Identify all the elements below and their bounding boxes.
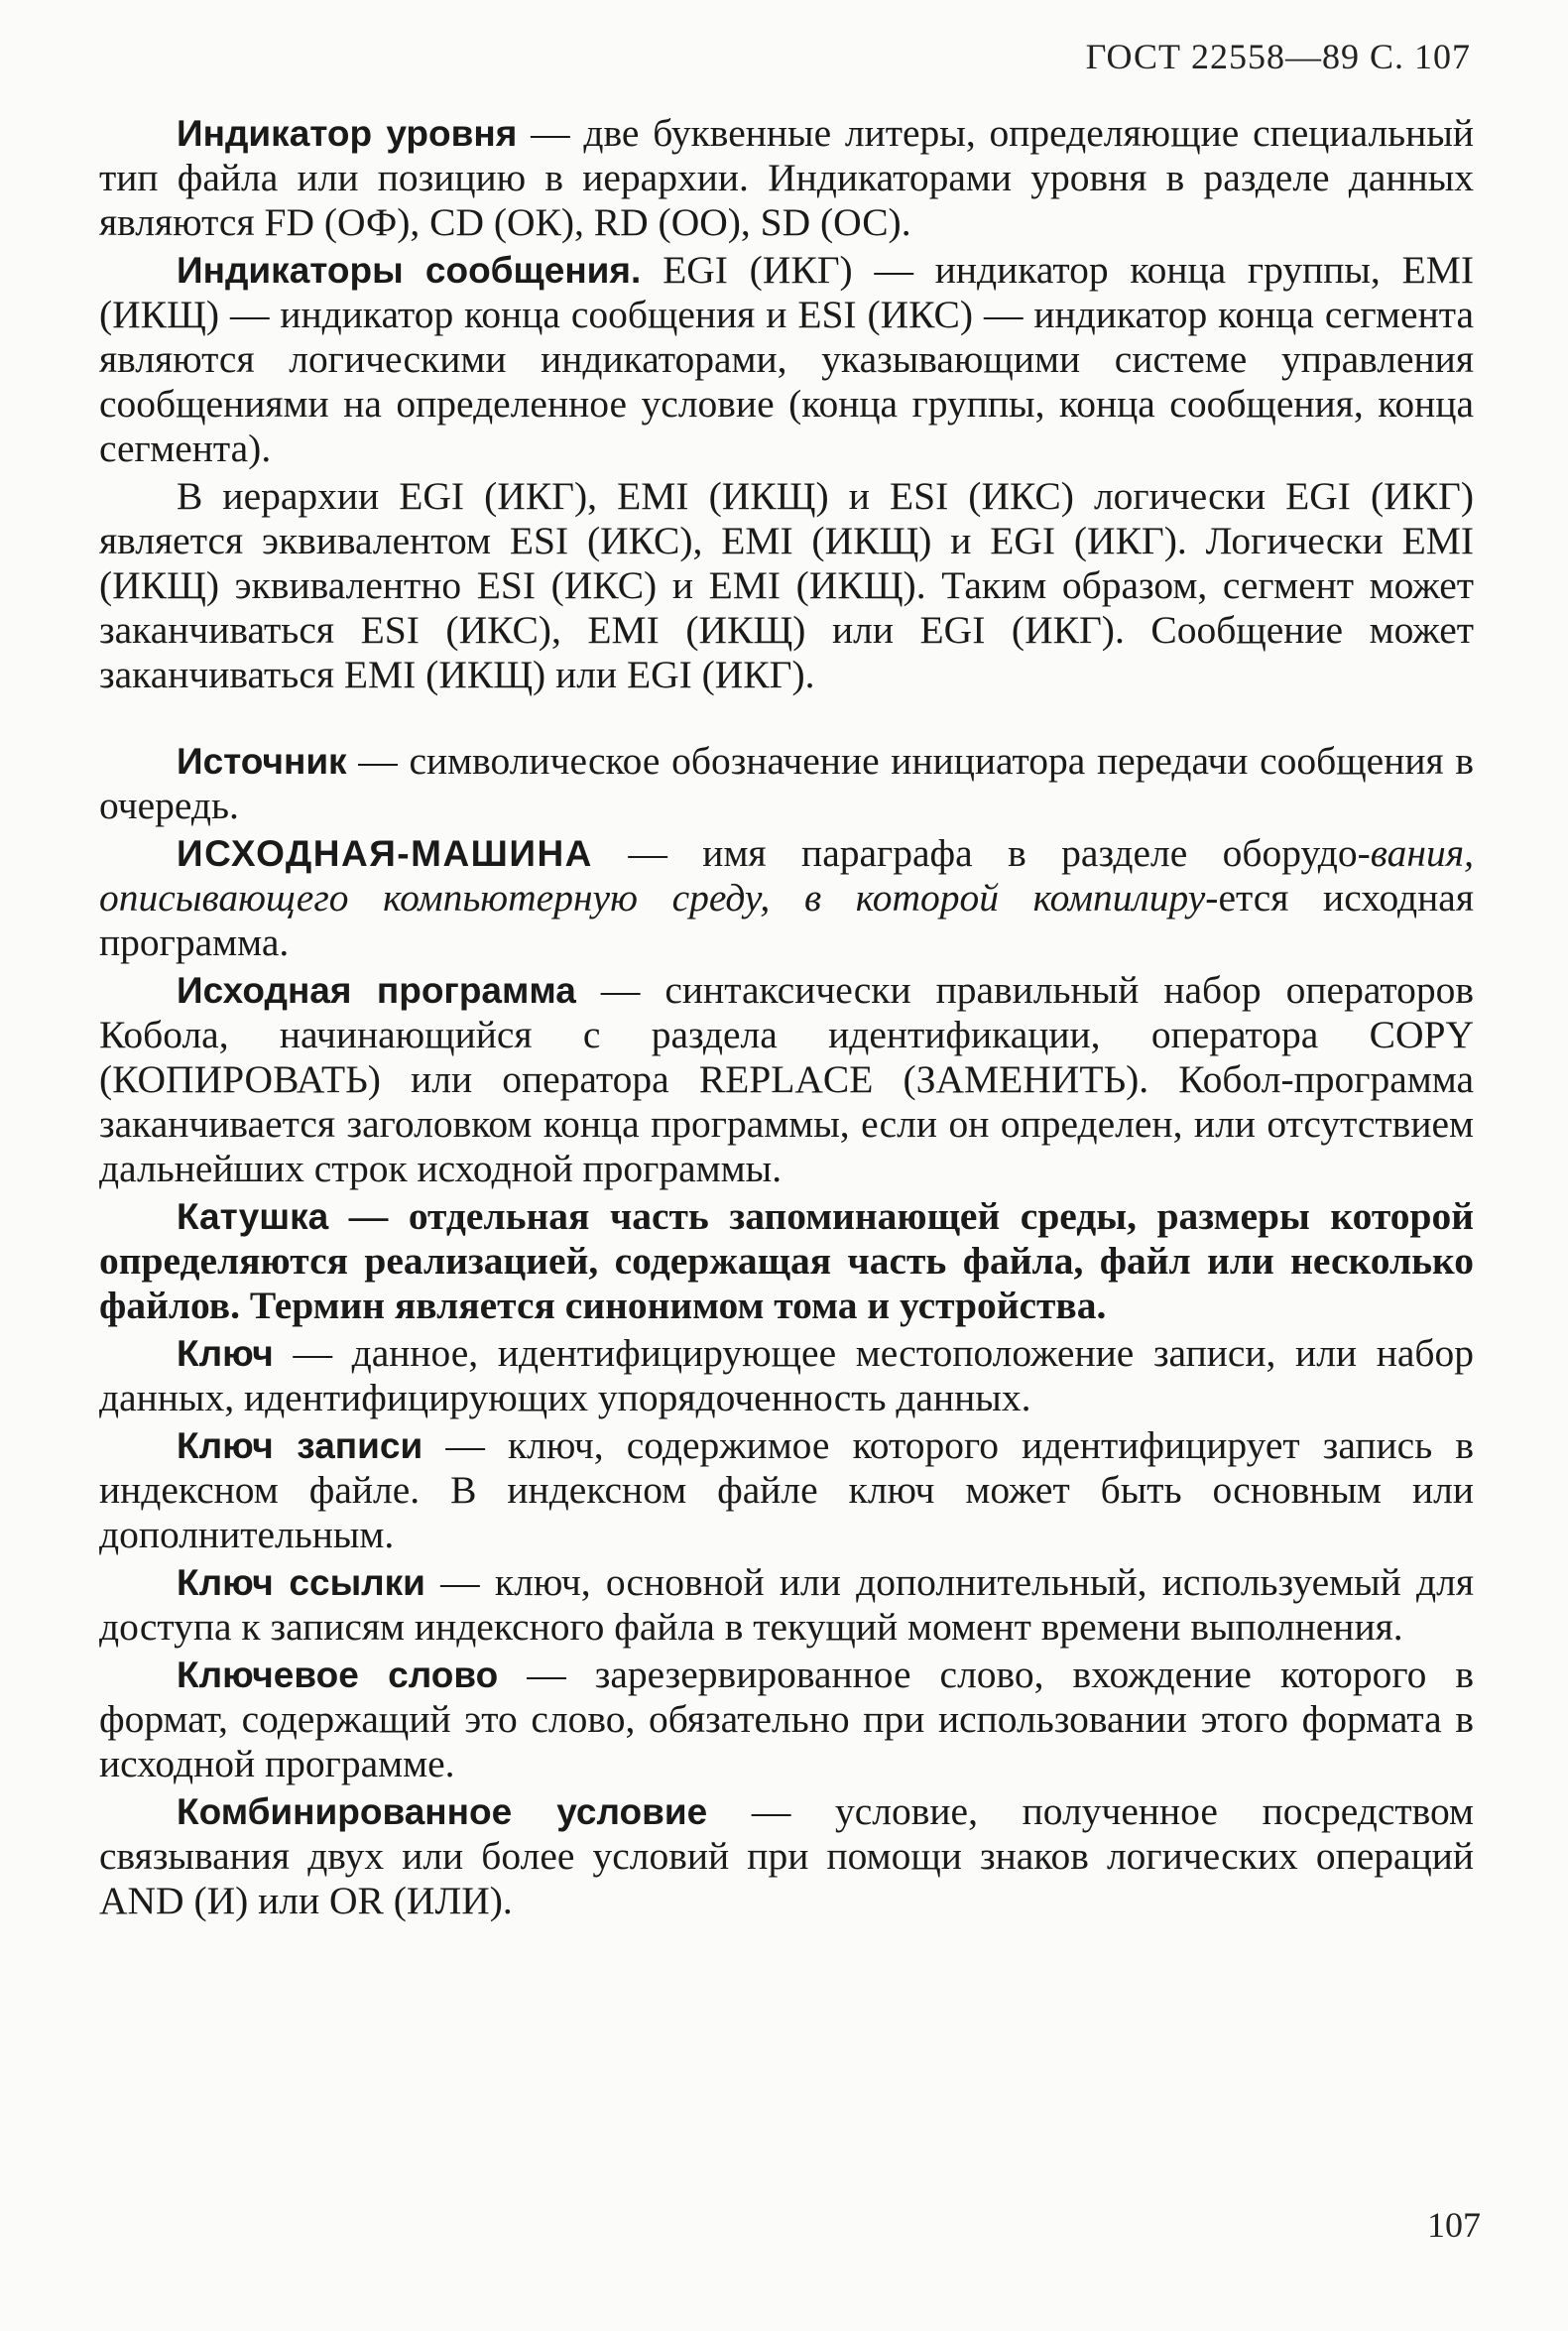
term: Ключ <box>177 1333 274 1374</box>
definition: — данное, идентифицирующее местоположение записи, или набор данных, идентифицирующих упорядоченность данных. <box>99 1331 1474 1419</box>
document-body <box>99 111 1474 1926</box>
definition: — синтаксически правильный набор операторов Кобола, начинающийся с раздела идентификации, оператора COPY (КОПИРОВАТЬ) или оператора REPLACE (ЗАМЕНИТЬ). Кобол-программа заканчивается заголовком конца программы, если он определен, или отсутствием дальнейших строк исходной программы. <box>99 968 1474 1190</box>
entry-source <box>99 739 1474 828</box>
definition-tail: ется исходная программа. <box>99 876 1474 964</box>
term: Ключевое слово <box>177 1655 499 1695</box>
term: Ключ записи <box>177 1425 423 1466</box>
definition-italic: вания, описывающего компьютерную среду, в которой компилиру- <box>99 831 1474 920</box>
page-number: 107 <box>1427 2205 1481 2245</box>
term: Индикаторы сообщения. <box>177 250 642 291</box>
term: Исходная программа <box>177 970 576 1011</box>
definition: — отдельная часть запоминающей среды, размеры которой определяются реализацией, содержащая часть файла, файл или несколько файлов. Термин является синонимом тома и устройства. <box>99 1194 1474 1327</box>
entry-hierarchy-paragraph <box>99 474 1474 697</box>
entry-record-key <box>99 1423 1474 1557</box>
entry-key-of-reference <box>99 1560 1474 1650</box>
entry-keyword <box>99 1653 1474 1786</box>
entry-key <box>99 1331 1474 1420</box>
entry-source-program <box>99 968 1474 1191</box>
term: Ключ ссылки <box>177 1562 425 1603</box>
term: Комбинированное условие <box>177 1791 708 1832</box>
term: ИСХОДНАЯ-МАШИНА <box>177 833 593 874</box>
definition: — ключ, основной или дополнительный, используемый для доступа к записям индексного файла в текущий момент времени выполнения. <box>99 1560 1474 1649</box>
entry-source-computer <box>99 831 1474 965</box>
definition: — зарезервированное слово, вхождение которого в формат, содержащий это слово, обязательно при использовании этого формата в исходной программе. <box>99 1653 1474 1785</box>
definition: — имя параграфа в разделе оборудо- <box>592 831 1371 875</box>
entry-reel <box>99 1194 1474 1328</box>
entry-level-indicator <box>99 111 1474 245</box>
definition: — две буквенные литеры, определяющие специальный тип файла или позицию в иерархии. Индикаторами уровня в разделе данных являются FD (ОФ), CD (ОК), RD (ОО), SD (ОС). <box>99 111 1474 244</box>
definition: — условие, полученное посредством связывания двух или более условий при помощи знаков логических операций AND (И) или OR (ИЛИ). <box>99 1789 1475 1922</box>
entry-message-indicators <box>99 248 1474 471</box>
entry-combined-condition <box>99 1789 1474 1923</box>
definition: EGI (ИКГ) — индикатор конца группы, EMI (ИКЩ) — индикатор конца сообщения и ESI (ИКС) — индикатор конца сегмента являются логическими индикаторами, указывающими системе управления сообщениями на определенное условие (конца группы, конца сообщения, конца сегмента). <box>99 248 1474 470</box>
term: Катушка <box>177 1196 329 1237</box>
term: Источник <box>177 741 347 782</box>
paragraph-text: В иерархии EGI (ИКГ), EMI (ИКЩ) и ESI (ИКС) логически EGI (ИКГ) является эквивалентом ESI (ИКС), EMI (ИКЩ) и EGI (ИКГ). Логически EMI (ИКЩ) эквивалентно ESI (ИКС) и EMI (ИКЩ). Таким образом, сегмент может заканчиваться ESI (ИКС), EMI (ИКЩ) или EGI (ИКГ). Сообщение может заканчиваться EMI (ИКЩ) или EGI (ИКГ). <box>99 474 1474 696</box>
term: Индикатор уровня <box>177 113 518 154</box>
definition: — ключ, содержимое которого идентифицирует запись в индексном файле. В индексном файле ключ может быть основным или дополнительным. <box>99 1423 1474 1556</box>
page-header: ГОСТ 22558—89 С. 107 <box>1085 37 1471 76</box>
definition: — символическое обозначение инициатора передачи сообщения в очередь. <box>99 739 1474 827</box>
